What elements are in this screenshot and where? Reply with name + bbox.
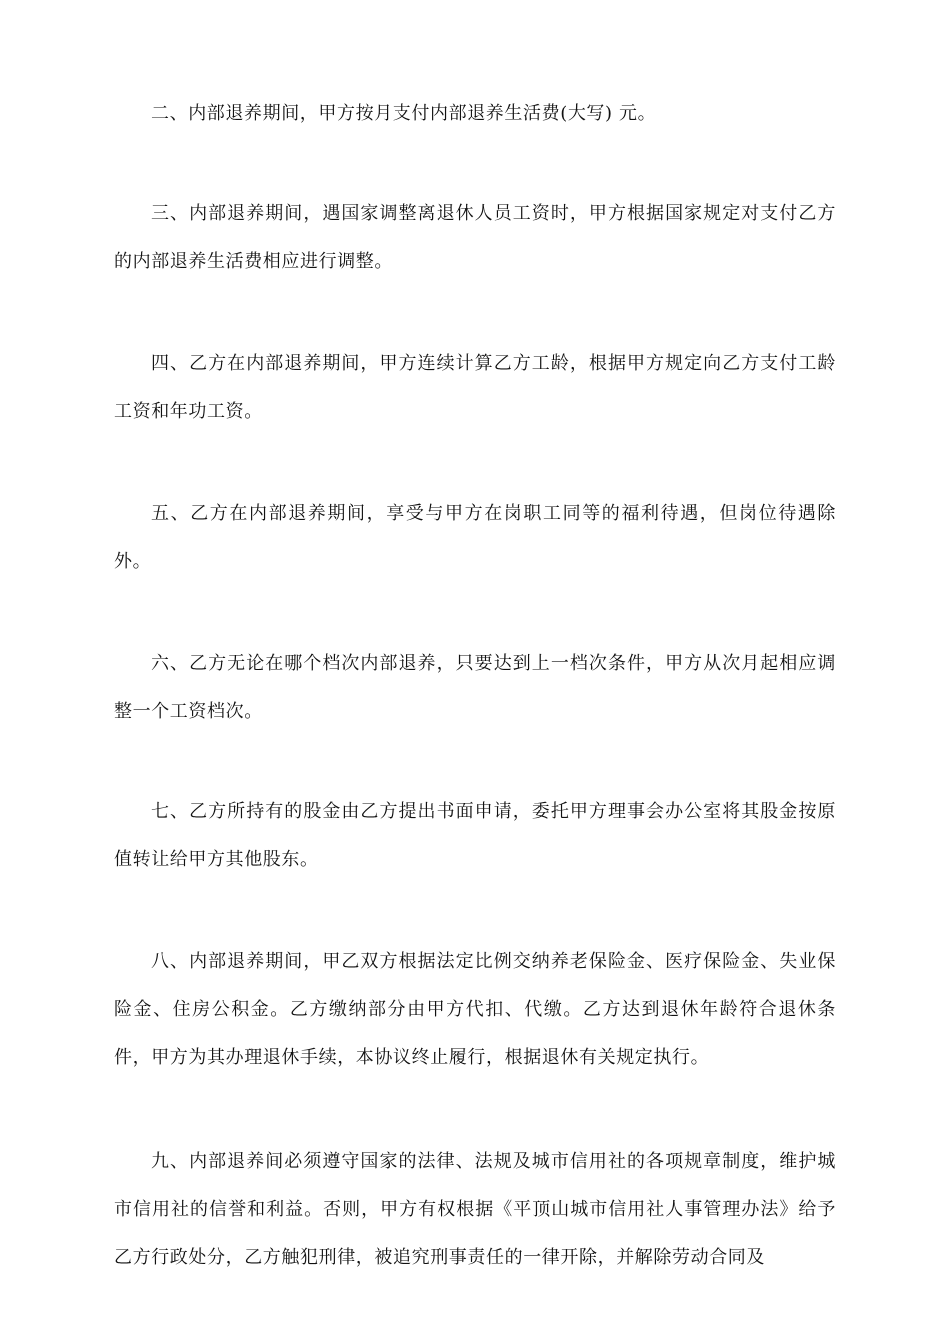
clause-6-paragraph: 六、乙方无论在哪个档次内部退养，只要达到上一档次条件，甲方从次月起相应调整一个工资档次。 [114, 653, 836, 722]
clause-2-paragraph: 二、内部退养期间，甲方按月支付内部退养生活费(大写) 元。 [151, 103, 657, 124]
clause-9-paragraph: 九、内部退养间必须遵守国家的法律、法规及城市信用社的各项规章制度，维护城市信用社的信誉和利益。否则，甲方有权根据《平顶山城市信用社人事管理办法》给予乙方行政处分，乙方触犯刑律，被追究刑事责任的一律开除，并解除劳动合同及 [114, 1151, 836, 1268]
clause-7-paragraph: 七、乙方所持有的股金由乙方提出书面申请，委托甲方理事会办公室将其股金按原值转让给甲方其他股东。 [114, 801, 836, 870]
clause-8-paragraph: 八、内部退养期间，甲乙双方根据法定比例交纳养老保险金、医疗保险金、失业保险金、住房公积金。乙方缴纳部分由甲方代扣、代缴。乙方达到退休年龄符合退休条件，甲方为其办理退休手续，本协议终止履行，根据退休有关规定执行。 [114, 951, 836, 1068]
clause-5-paragraph: 五、乙方在内部退养期间，享受与甲方在岗职工同等的福利待遇，但岗位待遇除外。 [114, 503, 836, 572]
clause-3-paragraph: 三、内部退养期间，遇国家调整离退休人员工资时，甲方根据国家规定对支付乙方的内部退养生活费相应进行调整。 [114, 203, 836, 272]
clause-4-paragraph: 四、乙方在内部退养期间，甲方连续计算乙方工龄，根据甲方规定向乙方支付工龄工资和年功工资。 [114, 353, 836, 422]
